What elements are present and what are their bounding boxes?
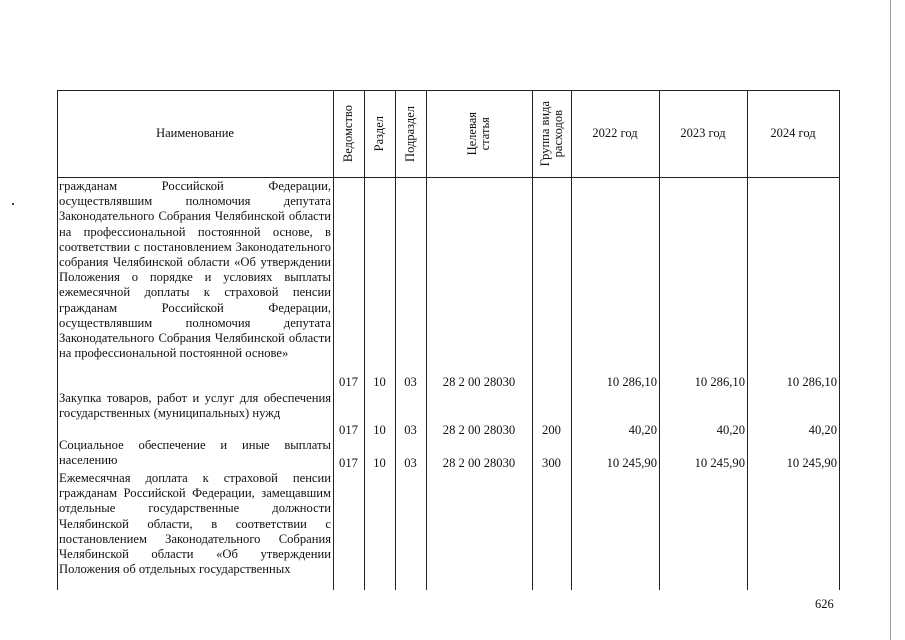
cell-podrazdel: 03 (404, 375, 417, 389)
cell-celevaya: 28 2 00 28030 (442, 375, 516, 389)
header-podrazdel: Подраздел (403, 105, 417, 162)
budget-table (57, 90, 840, 590)
cell-2024: 10 286,10 (786, 375, 837, 389)
header-2023: 2023 год (680, 126, 726, 140)
page-number: 626 (815, 597, 834, 611)
cell-vedomstvo: 017 (339, 456, 358, 470)
cell-2024: 40,20 (808, 423, 837, 437)
scan-speck (12, 203, 14, 205)
cell-2024: 10 245,90 (786, 456, 837, 470)
row-name: гражданам Российской Федерации, осуществлявшим полномочия депутата Законодательного Собрания Челябинской области на профессиональной постоянной основе, в соответствии с постановлением Законодательного собрания Челябинской области «Об утверждении Положения о порядке и условиях выплаты ежемесячной доплаты к страховой пенсии гражданам Российской Федерации, осуществлявшим полномочия депутата Законодательного Собрания Челябинской области на профессиональной постоянной основе» (59, 179, 331, 361)
row-name: Ежемесячная доплата к страховой пенсии гражданам Российской Федерации, замещавшим отдельные государственные должности Челябинской области, в соответствии с постановлением Законодательного Собрания Челябинской области «Об утверждении Положения об отдельных государственных (59, 471, 331, 577)
scan-edge (890, 0, 891, 640)
header-celevaya: Целевая статья (465, 111, 492, 156)
cell-razdel: 10 (373, 456, 386, 470)
cell-celevaya: 28 2 00 28030 (442, 456, 516, 470)
cell-2022: 40,20 (628, 423, 657, 437)
row-name: Социальное обеспечение и иные выплаты населению (59, 438, 331, 468)
cell-razdel: 10 (373, 375, 386, 389)
header-name: Наименование (156, 126, 234, 140)
cell-gruppa: 200 (542, 423, 561, 437)
header-2024: 2024 год (770, 126, 816, 140)
cell-2023: 10 245,90 (694, 456, 745, 470)
cell-2022: 10 286,10 (606, 375, 657, 389)
cell-2022: 10 245,90 (606, 456, 657, 470)
header-gruppa: Группа вида расходов (537, 100, 565, 167)
cell-2023: 10 286,10 (694, 375, 745, 389)
cell-2023: 40,20 (716, 423, 745, 437)
header-vedomstvo: Ведомство (341, 104, 355, 163)
header-razdel: Раздел (372, 115, 386, 152)
cell-razdel: 10 (373, 423, 386, 437)
cell-celevaya: 28 2 00 28030 (442, 423, 516, 437)
cell-gruppa: 300 (542, 456, 561, 470)
cell-vedomstvo: 017 (339, 423, 358, 437)
header-2022: 2022 год (592, 126, 638, 140)
cell-vedomstvo: 017 (339, 375, 358, 389)
cell-podrazdel: 03 (404, 456, 417, 470)
row-name: Закупка товаров, работ и услуг для обеспечения государственных (муниципальных) нужд (59, 391, 331, 421)
cell-podrazdel: 03 (404, 423, 417, 437)
